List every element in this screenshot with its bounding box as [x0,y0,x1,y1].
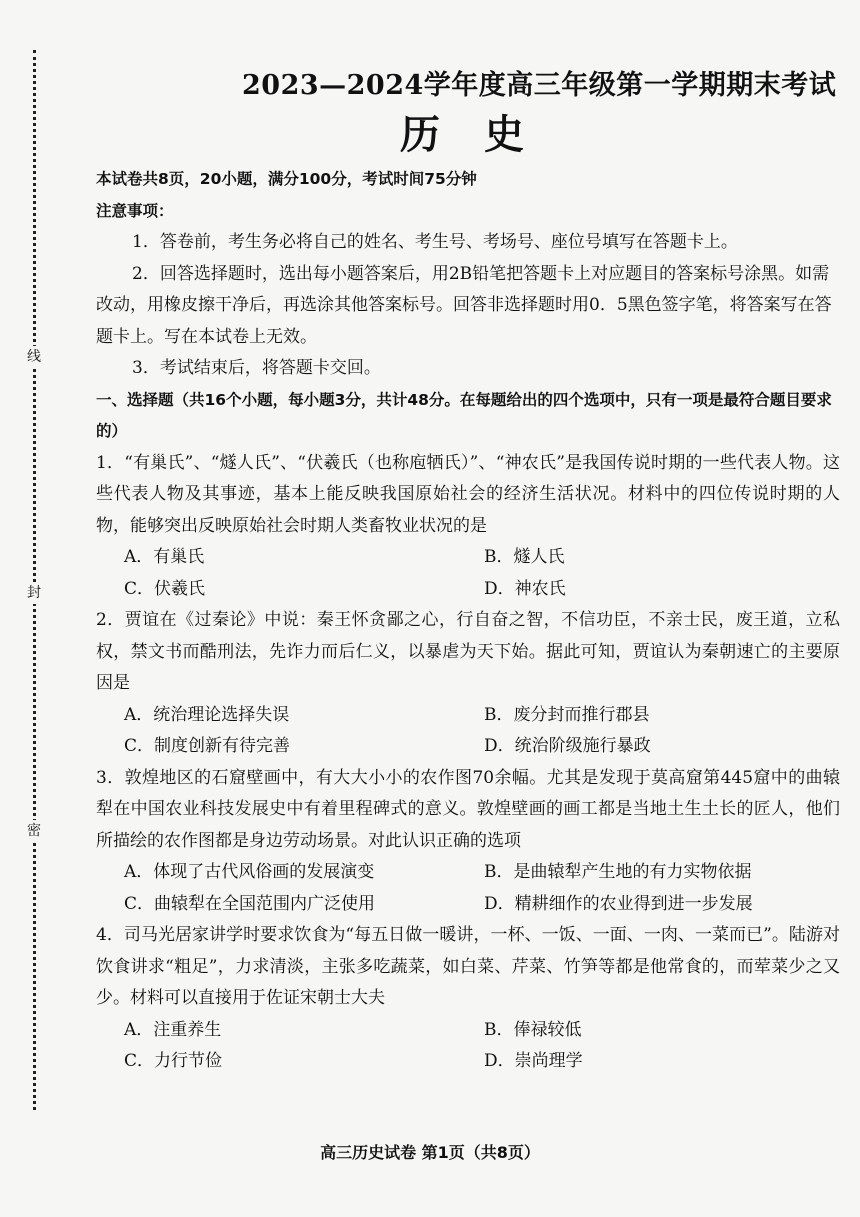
question-options [96,700,840,763]
subject-title: 历史 [400,111,568,158]
question-options [96,1015,840,1078]
option-a[interactable]: A．有巢氏 [124,547,205,567]
option-d[interactable]: D．精耕细作的农业得到进一步发展 [484,893,753,914]
option-c[interactable]: C．伏羲氏 [124,578,206,599]
question-stem: 4．司马光居家讲学时要求饮食为“每五日做一暖讲，一杯、一饭、一面、一肉、一菜而已”。陆游对饮食讲求“粗足”，力求清淡，主张多吃蔬菜，如白菜、芹菜、竹笋等都是他常食的，而荤菜少之又少。材料可以直接用于佐证宋朝士大夫 [96,925,840,1008]
exam-page [96,66,840,1078]
option-b[interactable]: B．俸禄较低 [484,1019,582,1040]
option-a[interactable]: A．统治理论选择失误 [124,704,290,725]
question-stem: 2．贾谊在《过秦论》中说：秦王怀贪鄙之心，行自奋之智，不信功臣，不亲士民，废王道，立私权，禁文书而酷刑法，先诈力而后仁义，以暴虐为天下始。据此可知，贾谊认为秦朝速亡的主要原因是 [96,610,840,693]
question-2 [96,605,840,763]
option-a[interactable]: A．体现了古代风俗画的发展演变 [124,862,375,882]
binding-line [22,50,46,1110]
notes-heading: 注意事项： [96,201,174,220]
notes-list [96,227,840,385]
page-footer: 高三历史试卷 第1页（共8页） [320,1143,540,1162]
note-item: 1．答卷前，考生务必将自己的姓名、考生号、考场号、座位号填写在答题卡上。 [132,232,738,252]
option-b[interactable]: B．废分封而推行郡县 [484,704,650,725]
section-heading: 一、选择题（共16个小题，每小题3分，共计48分。在每题给出的四个选项中，只有一项是最符合题目要求的） [96,390,832,440]
question-stem: 1．“有巢氏”、“燧人氏”、“伏羲氏（也称庖牺氏）”、“神农氏”是我国传说时期的一些代表人物。这些代表人物及其事迹，基本上能反映我国原始社会的经济生活状况。材料中的四位传说时期的人物，能够突出反映原始社会时期人类畜牧业状况的是 [96,452,840,536]
option-b[interactable]: B．燧人氏 [484,547,565,567]
option-d[interactable]: D．神农氏 [484,578,566,599]
option-d[interactable]: D．崇尚理学 [484,1051,583,1071]
option-c[interactable]: C．力行节俭 [124,1051,223,1071]
binding-mark-secret: 密 [24,820,44,842]
option-d[interactable]: D．统治阶级施行暴政 [484,736,651,756]
question-3 [96,763,840,921]
note-item: 3．考试结束后，将答题卡交回。 [132,358,381,378]
option-a[interactable]: A．注重养生 [124,1019,222,1040]
option-b[interactable]: B．是曲辕犁产生地的有力实物依据 [484,862,752,882]
exam-title: 2023—2024学年度高三年级第一学期期末考试 [242,70,837,101]
question-options [96,857,840,920]
question-stem: 3．敦煌地区的石窟壁画中，有大大小小的农作图70余幅。尤其是发现于莫高窟第445窟中的曲辕犁在中国农业科技发展史中有着里程碑式的意义。敦煌壁画的画工都是当地土生土长的匠人，他们所描绘的农作图都是身边劳动场景。对此认识正确的选项 [96,767,840,851]
binding-mark-seal: 封 [24,582,44,604]
question-1 [96,448,840,606]
question-options [96,542,840,605]
exam-meta: 本试卷共8页，20小题，满分100分，考试时间75分钟 [96,170,477,188]
option-c[interactable]: C．制度创新有待完善 [124,736,291,756]
dotted-binding-line [33,50,36,1110]
question-4 [96,920,840,1078]
option-c[interactable]: C．曲辕犁在全国范围内广泛使用 [124,893,376,914]
binding-mark-line: 线 [24,346,44,368]
note-item: 2．回答选择题时，选出每小题答案后，用2B铅笔把答题卡上对应题目的答案标号涂黑。如需改动，用橡皮擦干净后，再选涂其他答案标号。回答非选择题时用0．5黑色签字笔，将答案写在答题卡上。写在本试卷上无效。 [96,263,832,347]
